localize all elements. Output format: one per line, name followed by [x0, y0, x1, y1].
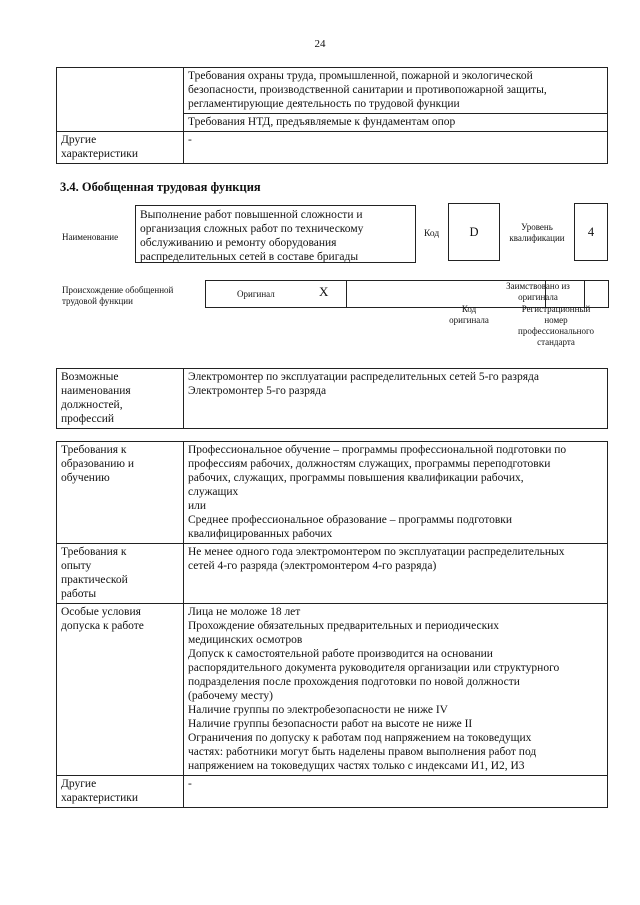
experience-value: Не менее одного года электромонтером по эксплуатации распределительных сетей 4-го разряда (электромонтером 4-го разряда): [184, 544, 608, 604]
origin-label: Происхождение обобщенной трудовой функции: [62, 285, 174, 306]
original-mark: X: [319, 284, 329, 299]
requirements-table: [56, 441, 608, 808]
conditions-label: Особые условия допуска к работе: [57, 604, 184, 776]
table-row: [57, 776, 608, 808]
borrowed-label: Заимствовано из оригинала: [506, 281, 570, 302]
qualification-level-label: Уровень квалификации: [509, 222, 565, 243]
ntd-requirements-cell: Требования НТД, предъявляемые к фундаментам опор: [184, 114, 608, 132]
code-value: D: [448, 203, 500, 261]
registration-number-caption: Регистрационный номер профессионального стандарта: [518, 304, 594, 347]
table-row: [57, 544, 608, 604]
table-row: [57, 369, 608, 429]
safety-requirements-cell: Требования охраны труда, промышленной, пожарной и экологической безопасности, производственной санитарии и противопожарной защиты, регламентирующие деятельность по трудовой функции: [184, 68, 608, 114]
other-characteristics-value: -: [184, 776, 608, 808]
education-label: Требования к образованию и обучению: [57, 442, 184, 544]
original-code-caption: Код оригинала: [449, 304, 489, 325]
positions-table: [56, 368, 608, 429]
table-row: [57, 604, 608, 776]
top-requirements-table: [56, 67, 608, 164]
positions-value: Электромонтер по эксплуатации распределительных сетей 5-го разряда Электромонтер 5-го разряда: [184, 369, 608, 429]
name-label: Наименование: [62, 232, 119, 242]
empty-label-cell: [57, 68, 184, 132]
other-characteristics-label: Другие характеристики: [57, 132, 184, 164]
page-number: 24: [314, 38, 326, 50]
positions-label: Возможные наименования должностей, профессий: [57, 369, 184, 429]
table-row: [57, 68, 608, 114]
original-cell: [206, 281, 347, 307]
qualification-level-value: 4: [574, 203, 608, 261]
section-title: 3.4. Обобщенная трудовая функция: [60, 180, 261, 194]
code-label: Код: [424, 229, 440, 239]
education-value: Профессиональное обучение – программы профессиональной подготовки по профессиям рабочих, должностям служащих, программы переподготовки рабочих, служащих, программы повышения квалификации рабочих, служащих или Среднее профессиональное образование – программы подготовки квалифицированных рабочих: [184, 442, 608, 544]
experience-label: Требования к опыту практической работы: [57, 544, 184, 604]
other-characteristics-label: Другие характеристики: [57, 776, 184, 808]
table-row: [57, 442, 608, 544]
conditions-value: Лица не моложе 18 лет Прохождение обязательных предварительных и периодических медицинских осмотров Допуск к самостоятельной работе производится на основании распорядительного документа руководителя организации или структурного подразделения после прохождения подготовки по новой должности (рабочему месту) Наличие группы по электробезопасности не ниже IV Наличие группы безопасности работ на высоте не ниже II Ограничения по допуску к работам под напряжением на токоведущих частях: работники могут быть наделены правом выполнения работ под напряжением на токоведущих частях только с индексами И1, И2, И3: [184, 604, 608, 776]
original-label: Оригинал: [237, 289, 275, 299]
function-name-box: Выполнение работ повышенной сложности и организация сложных работ по техническому обслуживанию и ремонту оборудования распределительных сетей в составе бригады: [135, 205, 416, 263]
other-characteristics-value: -: [184, 132, 608, 164]
table-row: [57, 132, 608, 164]
